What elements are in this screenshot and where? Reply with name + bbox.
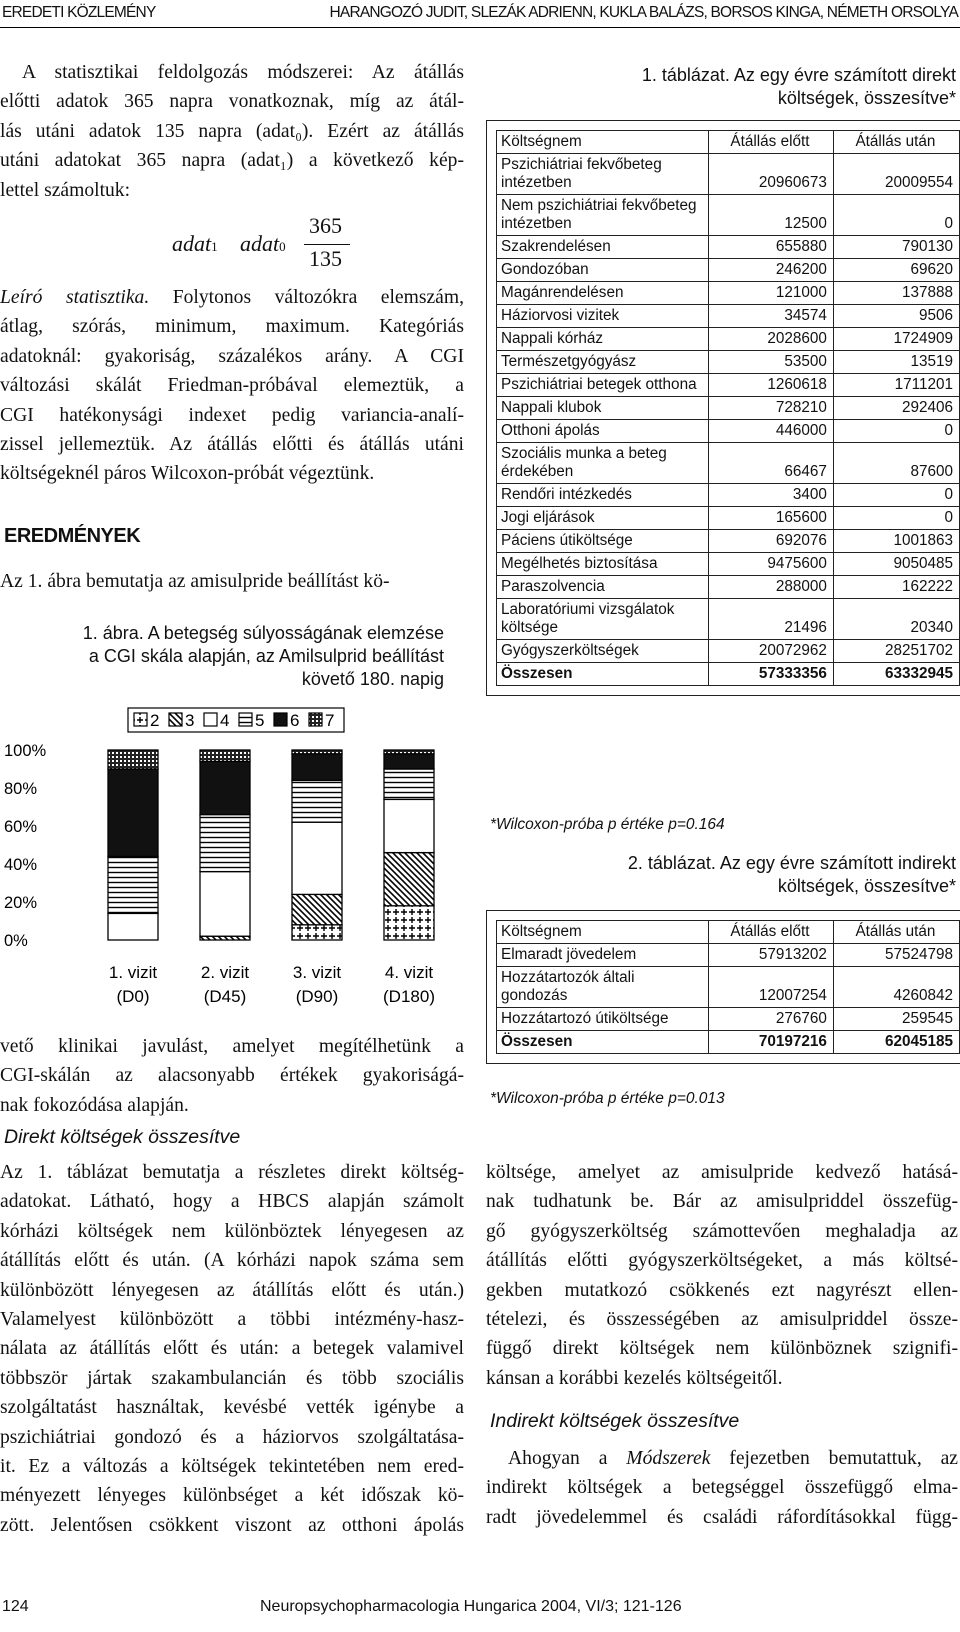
cost-category-cell: Elmaradt jövedelem [497, 944, 709, 967]
text-line: költségeknél páros Wilcoxon-próbát végeztünk. [0, 463, 375, 485]
caption-line: követő 180. napig [301, 669, 444, 689]
x-tick-label: 1. vizit [108, 963, 158, 982]
after-value-cell: 13519 [833, 351, 959, 374]
before-value-cell: 276760 [709, 1008, 834, 1031]
before-value-cell: 655880 [709, 236, 834, 259]
text-line: nak tudhatunk be. Bár az amisulpriddel összefüg- [486, 1191, 958, 1213]
running-header [0, 4, 960, 28]
table-row [497, 484, 960, 507]
text-line: függő direkt költségek nem különböznek szignifi- [486, 1338, 958, 1360]
text-line: kórházi költségek nem különböztek lényegesen az [0, 1220, 464, 1242]
bar-segment [384, 906, 434, 940]
after-value-cell: 4260842 [833, 967, 959, 1008]
y-tick-label: 80% [4, 780, 38, 798]
cost-category-cell: Páciens útiköltsége [497, 530, 709, 553]
legend-label: 2 [150, 711, 160, 730]
cost-category-cell: Otthoni ápolás [497, 420, 709, 443]
text-line: utáni adatokat 365 napra (adat₁) a következő kép- [0, 150, 464, 172]
bar-segment [292, 822, 342, 894]
cost-category-cell: Szociális munka a beteg érdekében [497, 443, 709, 484]
table-row [497, 944, 960, 967]
cost-category-cell: Természetgyógyász [497, 351, 709, 374]
text-line: Leíró statisztika. Folytonos változókra elemszám, [0, 287, 464, 308]
after-value-cell: 20009554 [833, 154, 959, 195]
bars [108, 750, 434, 940]
x-tick-label: 3. vizit [292, 963, 342, 982]
results-line [0, 567, 464, 596]
text-line: kánsan a korábbi kezelés költségeitől. [486, 1367, 783, 1389]
chart-legend [128, 708, 344, 732]
cost-category-cell: Nem pszichiátriai fekvőbeteg intézetben [497, 195, 709, 236]
after-value-cell: 9050485 [833, 553, 959, 576]
descriptive-title: Leíró statisztika. [0, 287, 150, 308]
cost-category-cell: Nappali klubok [497, 397, 709, 420]
indirect-costs-table [496, 920, 960, 1054]
cost-category-cell: Magánrendelésen [497, 282, 709, 305]
after-value-cell: 20340 [833, 599, 959, 640]
text-line: adatoknál: gyakoriság, százalékos arány. A CGI [0, 345, 464, 367]
y-tick-label: 40% [4, 856, 38, 874]
legend-label: 6 [290, 711, 300, 730]
table-row [497, 507, 960, 530]
bar-segment [200, 750, 250, 761]
legend-label: 5 [255, 711, 265, 730]
table-total-row [497, 1031, 960, 1054]
bar-segment [108, 769, 158, 856]
bar-segment [200, 872, 250, 937]
text-line: lettel számoltuk: [0, 179, 131, 201]
before-value-cell: 70197216 [709, 1031, 834, 1054]
formula-denominator: 135 [309, 246, 342, 271]
table-row [497, 576, 960, 599]
bar-segment [292, 754, 342, 781]
after-chart-paragraph [0, 1032, 464, 1120]
table-row [497, 154, 960, 195]
section-label: EREDETI KÖZLEMÉNY [2, 4, 156, 21]
legend-swatch [274, 713, 287, 726]
before-value-cell: 57333356 [709, 663, 834, 686]
cont-paragraph [486, 1158, 958, 1393]
before-value-cell: 446000 [709, 420, 834, 443]
text-line: változási skálát Friedman-próbával elemeztük, a [0, 375, 464, 397]
bar-segment [292, 750, 342, 754]
bar-segment [384, 750, 434, 754]
text-line: átlag, szórás, minimum, maximum. Kategóriás [0, 316, 464, 338]
before-value-cell: 12500 [709, 195, 834, 236]
before-value-cell: 20960673 [709, 154, 834, 195]
cost-category-cell: Háziorvosi vizitek [497, 305, 709, 328]
text-line: lás utáni adatok 135 napra (adat₀). Ezért az átállás [0, 120, 464, 142]
text-line: Az 1. ábra bemutatja az amisulpride beállítást kö- [0, 571, 390, 592]
text-line: pszichiátriai gondozó és a háziorvos szolgáltatása- [0, 1426, 464, 1448]
text-line: radt jövedelemmel és családi ráfordításokkal függ- [486, 1506, 958, 1528]
after-value-cell: Átállás után [833, 921, 959, 944]
before-value-cell: 9475600 [709, 553, 834, 576]
bar-segment [200, 761, 250, 814]
text-line: tételezi, és összességében az amisulpriddel össze- [486, 1309, 958, 1331]
text-line: Valamelyest különbözött a többi intézmény-hasz- [0, 1309, 464, 1331]
table-row [497, 599, 960, 640]
text-line: zissel jellemeztük. Az átállás előtti és átállás utáni [0, 434, 464, 456]
before-value-cell: 165600 [709, 507, 834, 530]
bar-segment [292, 780, 342, 822]
after-value-cell: Átállás után [833, 131, 959, 154]
before-value-cell: 2028600 [709, 328, 834, 351]
before-value-cell: 728210 [709, 397, 834, 420]
legend-swatch [134, 713, 147, 726]
cost-category-cell: Szakrendelésen [497, 236, 709, 259]
text-line: szolgáltatást használtak, kevésbé vették igénybe a [0, 1397, 464, 1419]
table-row [497, 351, 960, 374]
table2-note: *Wilcoxon-próba p értéke p=0.013 [490, 1090, 725, 1107]
table2-frame [486, 910, 960, 1064]
cost-category-cell: Gyógyszerköltségek [497, 640, 709, 663]
x-tick-label: 4. vizit [384, 963, 434, 982]
after-value-cell: 162222 [833, 576, 959, 599]
table-row [497, 236, 960, 259]
before-value-cell: 53500 [709, 351, 834, 374]
x-tick-label: 2. vizit [200, 963, 250, 982]
text-line: átállítás előtti gyógyszerköltségeket, a más költsé- [486, 1250, 958, 1272]
before-value-cell: 121000 [709, 282, 834, 305]
legend-swatch [309, 713, 322, 726]
text-line: CGI hatékonysági indexet pedig variancia-analí- [0, 404, 464, 426]
table-row [497, 553, 960, 576]
before-value-cell: 34574 [709, 305, 834, 328]
bar-segment [384, 853, 434, 906]
text-line: zött. Jelentősen csökkent viszont az otthoni ápolás [0, 1514, 464, 1536]
cost-category-cell: Pszichiátriai betegek otthona [497, 374, 709, 397]
text-line: nálata az átállítás előtt és után: a betegek valamivel [0, 1338, 464, 1360]
after-value-cell: 62045185 [833, 1031, 959, 1054]
indirect-costs-heading: Indirekt költségek összesítve [490, 1410, 740, 1432]
after-value-cell: 259545 [833, 1008, 959, 1031]
after-value-cell: 9506 [833, 305, 959, 328]
formula-rhs: adat0 [240, 231, 286, 256]
formula-lhs: adat1 [172, 231, 218, 256]
bar-segment [108, 856, 158, 913]
cost-category-cell: Költségnem [497, 131, 709, 154]
x-tick-sublabel: (D45) [203, 987, 247, 1006]
text-line: gekben mutatkozó csökkenés ezt nagyrészt ellen- [486, 1279, 958, 1301]
before-value-cell: 288000 [709, 576, 834, 599]
after-value-cell: 0 [833, 484, 959, 507]
table-row [497, 967, 960, 1008]
before-value-cell: 66467 [709, 443, 834, 484]
before-value-cell: Átállás előtt [709, 921, 834, 944]
page-number: 124 [2, 1598, 29, 1615]
y-tick-label: 20% [4, 894, 38, 912]
table-total-row [497, 663, 960, 686]
bar-segment [384, 769, 434, 799]
after-value-cell: 87600 [833, 443, 959, 484]
direct-costs-heading: Direkt költségek összesítve [4, 1126, 241, 1148]
y-tick-label: 0% [4, 932, 28, 950]
cost-category-cell: Hozzátartozók általi gondozás [497, 967, 709, 1008]
text-line: ményezett lényeges különbséget a két időszak kö- [0, 1485, 464, 1507]
before-value-cell: 3400 [709, 484, 834, 507]
caption-line: költségek, összesítve* [777, 88, 956, 108]
before-value-cell: 1260618 [709, 374, 834, 397]
table-row [497, 328, 960, 351]
text-line: indirekt költségek a betegséggel összefüggő elma- [486, 1477, 958, 1499]
after-value-cell: 0 [833, 420, 959, 443]
cost-category-cell: Rendőri intézkedés [497, 484, 709, 507]
text-line: költsége, amelyet az amisulpride kedvező hatásá- [486, 1162, 958, 1183]
table-header-row [497, 921, 960, 944]
table-row [497, 397, 960, 420]
table2-caption [486, 852, 956, 898]
bar-segment [200, 815, 250, 872]
cost-category-cell: Laboratóriumi vizsgálatok költsége [497, 599, 709, 640]
after-value-cell: 1711201 [833, 374, 959, 397]
before-value-cell: 692076 [709, 530, 834, 553]
cost-category-cell: Gondozóban [497, 259, 709, 282]
bar-segment [292, 894, 342, 924]
descriptive-paragraph [0, 283, 464, 489]
cost-category-cell: Jogi eljárások [497, 507, 709, 530]
cost-category-cell: Összesen [497, 663, 709, 686]
cost-category-cell: Pszichiátriai fekvőbeteg intézetben [497, 154, 709, 195]
table-row [497, 443, 960, 484]
before-value-cell: 246200 [709, 259, 834, 282]
text-line: vető klinikai javulást, amelyet megítélhetünk a [0, 1036, 464, 1057]
fraction-bar [304, 244, 350, 245]
direct-costs-paragraph [0, 1158, 464, 1540]
table-row [497, 420, 960, 443]
indirect-paragraph [486, 1444, 958, 1532]
text-line: nak fokozódása alapján. [0, 1094, 189, 1116]
table-row [497, 259, 960, 282]
bar-segment [292, 925, 342, 940]
figure-caption [0, 622, 444, 691]
x-tick-sublabel: (D90) [295, 987, 339, 1006]
after-value-cell: 69620 [833, 259, 959, 282]
caption-line: 2. táblázat. Az egy évre számított indirekt [627, 853, 956, 873]
table-row [497, 195, 960, 236]
bar-segment [108, 750, 158, 769]
table1-frame [486, 120, 960, 696]
legend-label: 7 [325, 711, 335, 730]
cgi-stacked-bar-chart [0, 700, 464, 1020]
legend-swatch [239, 713, 252, 726]
methods-reference: Módszerek [626, 1448, 711, 1469]
direct-costs-table [496, 130, 960, 686]
formula-numerator: 365 [309, 213, 342, 238]
cost-category-cell: Megélhetés biztosítása [497, 553, 709, 576]
text-line: Az 1. táblázat bemutatja a részletes direkt költség- [0, 1162, 464, 1183]
table-row [497, 640, 960, 663]
y-tick-label: 60% [4, 818, 38, 836]
legend-swatch [169, 713, 182, 726]
text-line: A statisztikai feldolgozás módszerei: Az átállás [22, 62, 464, 83]
text-line: különbözött lényegesen az átállítás előtt és után.) [0, 1279, 464, 1301]
after-value-cell: 0 [833, 195, 959, 236]
legend-swatch [204, 713, 217, 726]
text-line: többször jártak szakambulancián és több szociális [0, 1367, 464, 1389]
y-axis [4, 742, 47, 950]
after-value-cell: 1001863 [833, 530, 959, 553]
table-header-row [497, 131, 960, 154]
bar-segment [384, 799, 434, 852]
text-line: adatokat. Látható, hogy a HBCS alapján számolt [0, 1191, 464, 1213]
after-value-cell: 28251702 [833, 640, 959, 663]
cost-category-cell: Költségnem [497, 921, 709, 944]
table-row [497, 1008, 960, 1031]
after-value-cell: 292406 [833, 397, 959, 420]
after-value-cell: 137888 [833, 282, 959, 305]
caption-line: 1. táblázat. Az egy évre számított direkt [641, 65, 956, 85]
legend-label: 3 [185, 711, 195, 730]
table1-caption [486, 64, 956, 110]
x-tick-sublabel: (D0) [116, 987, 150, 1006]
authors-label: HARANGOZÓ JUDIT, SLEZÁK ADRIENN, KUKLA BALÁZS, BORSOS KINGA, NÉMETH ORSOLYA [329, 4, 958, 21]
before-value-cell: 20072962 [709, 640, 834, 663]
text-line: előtti adatok 365 napra vonatkoznak, míg az átál- [0, 91, 464, 113]
table-row [497, 282, 960, 305]
caption-line: 1. ábra. A betegség súlyosságának elemzése [82, 623, 444, 643]
text-line: it. Ez a változás a költségek tekintetében nem ered- [0, 1456, 464, 1478]
header-divider [0, 27, 960, 28]
legend-label: 4 [220, 711, 230, 730]
before-value-cell: Átállás előtt [709, 131, 834, 154]
after-value-cell: 0 [833, 507, 959, 530]
y-tick-label: 100% [4, 742, 47, 760]
journal-citation: Neuropsychopharmacologia Hungarica 2004, VI/3; 121-126 [260, 1598, 682, 1615]
before-value-cell: 12007254 [709, 967, 834, 1008]
cost-category-cell: Hozzátartozó útiköltsége [497, 1008, 709, 1031]
after-value-cell: 790130 [833, 236, 959, 259]
text-line: CGI-skálán az alacsonyabb értékek gyakoriságá- [0, 1065, 464, 1087]
x-tick-sublabel: (D180) [383, 987, 435, 1006]
before-value-cell: 21496 [709, 599, 834, 640]
caption-line: a CGI skála alapján, az Amilsulprid beállítást [88, 646, 444, 666]
formula [172, 213, 352, 272]
after-value-cell: 63332945 [833, 663, 959, 686]
table-row [497, 530, 960, 553]
cost-category-cell: Nappali kórház [497, 328, 709, 351]
cost-category-cell: Összesen [497, 1031, 709, 1054]
before-value-cell: 57913202 [709, 944, 834, 967]
text-line: Ahogyan a Módszerek fejezetben bemutattuk, az [508, 1448, 958, 1469]
text-line: gő gyógyszerköltség számottevően meghaladja az [486, 1220, 958, 1242]
cost-category-cell: Paraszolvencia [497, 576, 709, 599]
results-heading: EREDMÉNYEK [4, 525, 141, 547]
x-axis [109, 963, 435, 1006]
table1-note: *Wilcoxon-próba p értéke p=0.164 [490, 816, 725, 833]
bar-segment [384, 754, 434, 769]
caption-line: költségek, összesítve* [777, 876, 956, 896]
table-row [497, 305, 960, 328]
text-line: átállítás előtt és után. (A kórházi napok száma sem [0, 1250, 464, 1272]
methods-paragraph [0, 58, 464, 205]
table-row [497, 374, 960, 397]
after-value-cell: 57524798 [833, 944, 959, 967]
after-value-cell: 1724909 [833, 328, 959, 351]
bar-segment [108, 913, 158, 940]
